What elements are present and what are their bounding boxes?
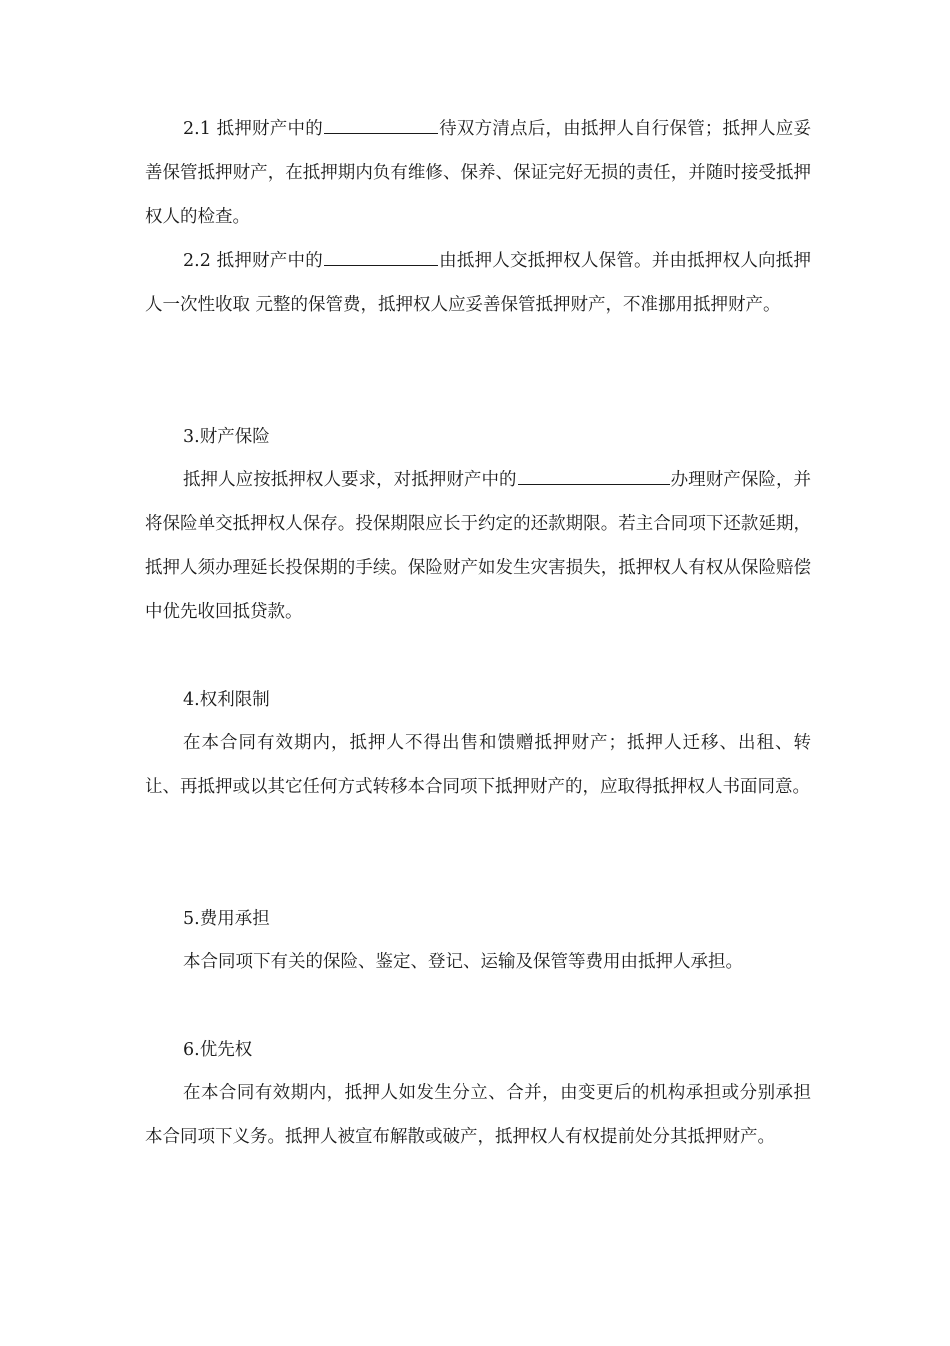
section-heading-costs: 5.费用承担 <box>183 909 270 929</box>
clause-text-before: 抵押人应按抵押权人要求，对抵押财产中的 <box>183 470 517 490</box>
fill-in-blank[interactable] <box>324 247 438 266</box>
clause-text-after: 由抵押人交抵押权人保管。并由抵押权人向抵押人一次性收取 元整的保管费，抵押权人应妥善保管抵押财产，不准挪用抵押财产。 <box>145 251 811 315</box>
section-body-restrictions: 在本合同有效期内，抵押人不得出售和馈赠抵押财产；抵押人迁移、出租、转让、再抵押或以其它任何方式转移本合同项下抵押财产的，应取得抵押权人书面同意。 <box>145 733 811 797</box>
clause-text-after: 办理财产保险，并将保险单交抵押权人保存。投保期限应长于约定的还款期限。若主合同项下还款延期，抵押人须办理延长投保期的手续。保险财产如发生灾害损失，抵押权人有权从保险赔偿中优先收回抵贷款。 <box>145 470 812 622</box>
section-body-insurance <box>145 458 811 634</box>
clause-2-1 <box>145 107 811 239</box>
clause-text-before: 抵押财产中的 <box>216 119 323 139</box>
section-body-priority: 在本合同有效期内，抵押人如发生分立、合并，由变更后的机构承担或分别承担本合同项下义务。抵押人被宣布解散或破产，抵押权人有权提前处分其抵押财产。 <box>145 1083 811 1147</box>
clause-text-before: 抵押财产中的 <box>216 251 323 271</box>
section-body-costs: 本合同项下有关的保险、鉴定、登记、运输及保管等费用由抵押人承担。 <box>183 952 743 972</box>
clause-number: 2.2 <box>183 251 211 271</box>
section-heading-priority: 6.优先权 <box>183 1040 253 1060</box>
section-heading-insurance: 3.财产保险 <box>183 427 270 447</box>
clause-text-after: 待双方清点后，由抵押人自行保管；抵押人应妥善保管抵押财产，在抵押期内负有维修、保养、保证完好无损的责任，并随时接受抵押权人的检查。 <box>145 119 811 227</box>
clause-number: 2.1 <box>183 119 211 139</box>
clause-2-2 <box>145 239 811 327</box>
section-heading-restrictions: 4.权利限制 <box>183 690 270 710</box>
fill-in-blank[interactable] <box>518 466 670 485</box>
fill-in-blank[interactable] <box>324 115 438 134</box>
